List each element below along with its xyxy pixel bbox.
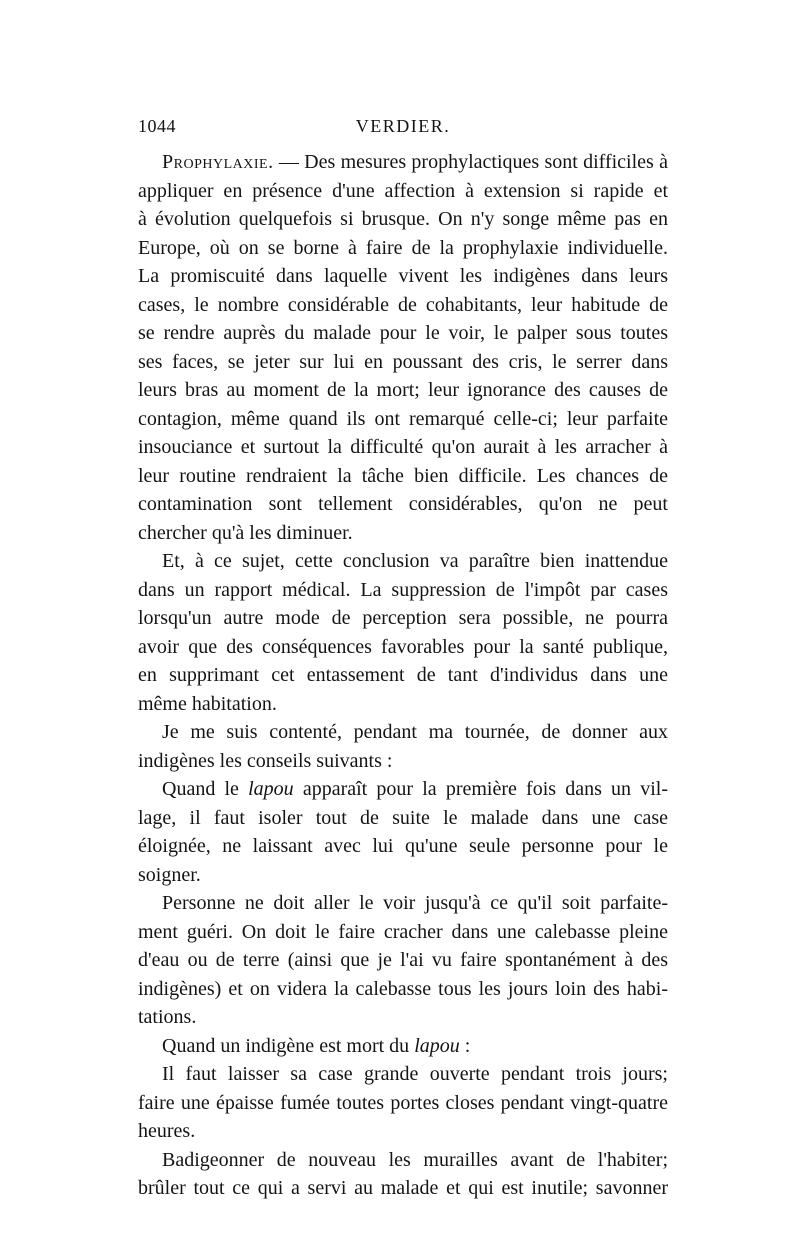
line-text: se rendre auprès du malade pour le voir, le palper sous toutes xyxy=(138,322,668,344)
line-text-continued: : xyxy=(459,1034,471,1057)
line-text: contamination sont tellement considérables, qu'on ne peut xyxy=(138,493,668,515)
text-line xyxy=(138,1089,668,1118)
text-line xyxy=(138,832,668,861)
line-text: lorsqu'un autre mode de perception sera possible, ne pourra xyxy=(138,607,668,629)
running-head xyxy=(138,116,668,142)
line-text: Et, à ce sujet, cette conclusion va paraître bien inattendue xyxy=(162,550,668,572)
paragraph xyxy=(138,775,668,889)
text-line xyxy=(138,1032,668,1061)
line-text: — Des mesures prophylactiques sont difficiles à xyxy=(273,151,668,173)
body-text xyxy=(138,148,668,1203)
italic-term: lapou xyxy=(414,1034,460,1057)
line-text: contagion, même quand ils ont remarqué celle-ci; leur parfaite xyxy=(138,407,668,430)
italic-term: lapou xyxy=(248,778,294,800)
paragraph xyxy=(138,889,668,1032)
line-text: ment guéri. On doit le faire cracher dans une calebasse pleine xyxy=(138,920,668,943)
text-line xyxy=(138,1003,668,1032)
line-text: Je me suis contenté, pendant ma tournée, de donner aux xyxy=(162,721,668,743)
text-line xyxy=(138,775,668,804)
paragraph xyxy=(138,1032,668,1061)
text-line xyxy=(138,262,668,291)
paragraph xyxy=(138,1146,668,1203)
line-text: Badigeonner de nouveau les murailles avant de l'habiter; xyxy=(162,1148,668,1171)
line-text: Quand le xyxy=(162,778,249,800)
line-text: avoir que des conséquences favorables pour la santé publique, xyxy=(138,635,668,658)
paragraph xyxy=(138,547,668,718)
line-text: indigènes) et on videra la calebasse tous les jours loin des habi- xyxy=(138,977,668,1000)
line-text: dans un rapport médical. La suppression de l'impôt par cases xyxy=(138,578,668,601)
text-line xyxy=(138,205,668,234)
line-text: chercher qu'à les diminuer. xyxy=(138,521,353,544)
paragraph xyxy=(138,148,668,547)
text-line xyxy=(138,519,668,548)
text-line xyxy=(138,547,668,576)
text-line xyxy=(138,804,668,833)
text-line xyxy=(138,177,668,206)
line-text: leurs bras au moment de la mort; leur ignorance des causes de xyxy=(138,379,668,401)
line-text: tations. xyxy=(138,1006,197,1028)
line-text: soigner. xyxy=(138,863,201,886)
line-text: Il faut laisser sa case grande ouverte pendant trois jours; xyxy=(162,1063,668,1085)
section-heading: Prophylaxie. xyxy=(162,151,274,173)
text-line xyxy=(138,348,668,377)
line-text: ses faces, se jeter sur lui en poussant des cris, le serrer dans xyxy=(138,350,668,373)
text-line xyxy=(138,918,668,947)
line-text: heures. xyxy=(138,1120,196,1142)
text-line xyxy=(138,490,668,519)
text-line xyxy=(138,405,668,434)
text-line xyxy=(138,946,668,975)
line-text: appliquer en présence d'une affection à extension si rapide et xyxy=(138,179,668,202)
text-line xyxy=(138,1174,668,1203)
text-line xyxy=(138,604,668,633)
text-line xyxy=(138,1146,668,1175)
line-text-continued: apparaît pour la première fois dans un vil- xyxy=(293,778,668,800)
line-text: lage, il faut isoler tout de suite le malade dans une case xyxy=(138,806,668,829)
line-text: d'eau ou de terre (ainsi que je l'ai vu faire spontanément à des xyxy=(138,949,668,971)
text-line xyxy=(138,861,668,890)
line-text: brûler tout ce qui a servi au malade et qui est inutile; savonner xyxy=(138,1177,668,1199)
text-line xyxy=(138,462,668,491)
line-text: indigènes les conseils suivants : xyxy=(138,749,393,772)
text-line xyxy=(138,690,668,719)
text-line xyxy=(138,633,668,662)
line-text: à évolution quelquefois si brusque. On n'y songe même pas en xyxy=(138,208,668,230)
text-line xyxy=(138,661,668,690)
text-line xyxy=(138,376,668,405)
text-line xyxy=(138,975,668,1004)
line-text: La promiscuité dans laquelle vivent les indigènes dans leurs xyxy=(138,265,668,287)
text-line xyxy=(138,747,668,776)
paragraph xyxy=(138,718,668,775)
line-text: en supprimant cet entassement de tant d'individus dans une xyxy=(138,664,668,686)
text-line xyxy=(138,1060,668,1089)
text-line xyxy=(138,319,668,348)
line-text: insouciance et surtout la difficulté qu'on aurait à les arracher à xyxy=(138,436,668,458)
text-line xyxy=(138,718,668,747)
line-text: cases, le nombre considérable de cohabitants, leur habitude de xyxy=(138,293,668,316)
paragraph xyxy=(138,1060,668,1146)
running-title: VERDIER. xyxy=(355,116,451,136)
line-text: Personne ne doit aller le voir jusqu'à ce qu'il soit parfaite- xyxy=(162,892,668,914)
text-line xyxy=(138,148,668,177)
line-text: éloignée, ne laissant avec lui qu'une seule personne pour le xyxy=(138,835,668,857)
text-line xyxy=(138,291,668,320)
page-number: 1044 xyxy=(138,116,176,136)
text-line xyxy=(138,889,668,918)
text-line xyxy=(138,1117,668,1146)
line-text: leur routine rendraient la tâche bien difficile. Les chances de xyxy=(138,464,668,487)
line-text: même habitation. xyxy=(138,692,277,715)
text-line xyxy=(138,576,668,605)
line-text: Quand un indigène est mort du xyxy=(162,1034,415,1057)
line-text: Europe, où on se borne à faire de la prophylaxie individuelle. xyxy=(138,236,668,259)
text-line xyxy=(138,433,668,462)
text-line xyxy=(138,234,668,263)
line-text: faire une épaisse fumée toutes portes closes pendant vingt-quatre xyxy=(138,1091,668,1114)
